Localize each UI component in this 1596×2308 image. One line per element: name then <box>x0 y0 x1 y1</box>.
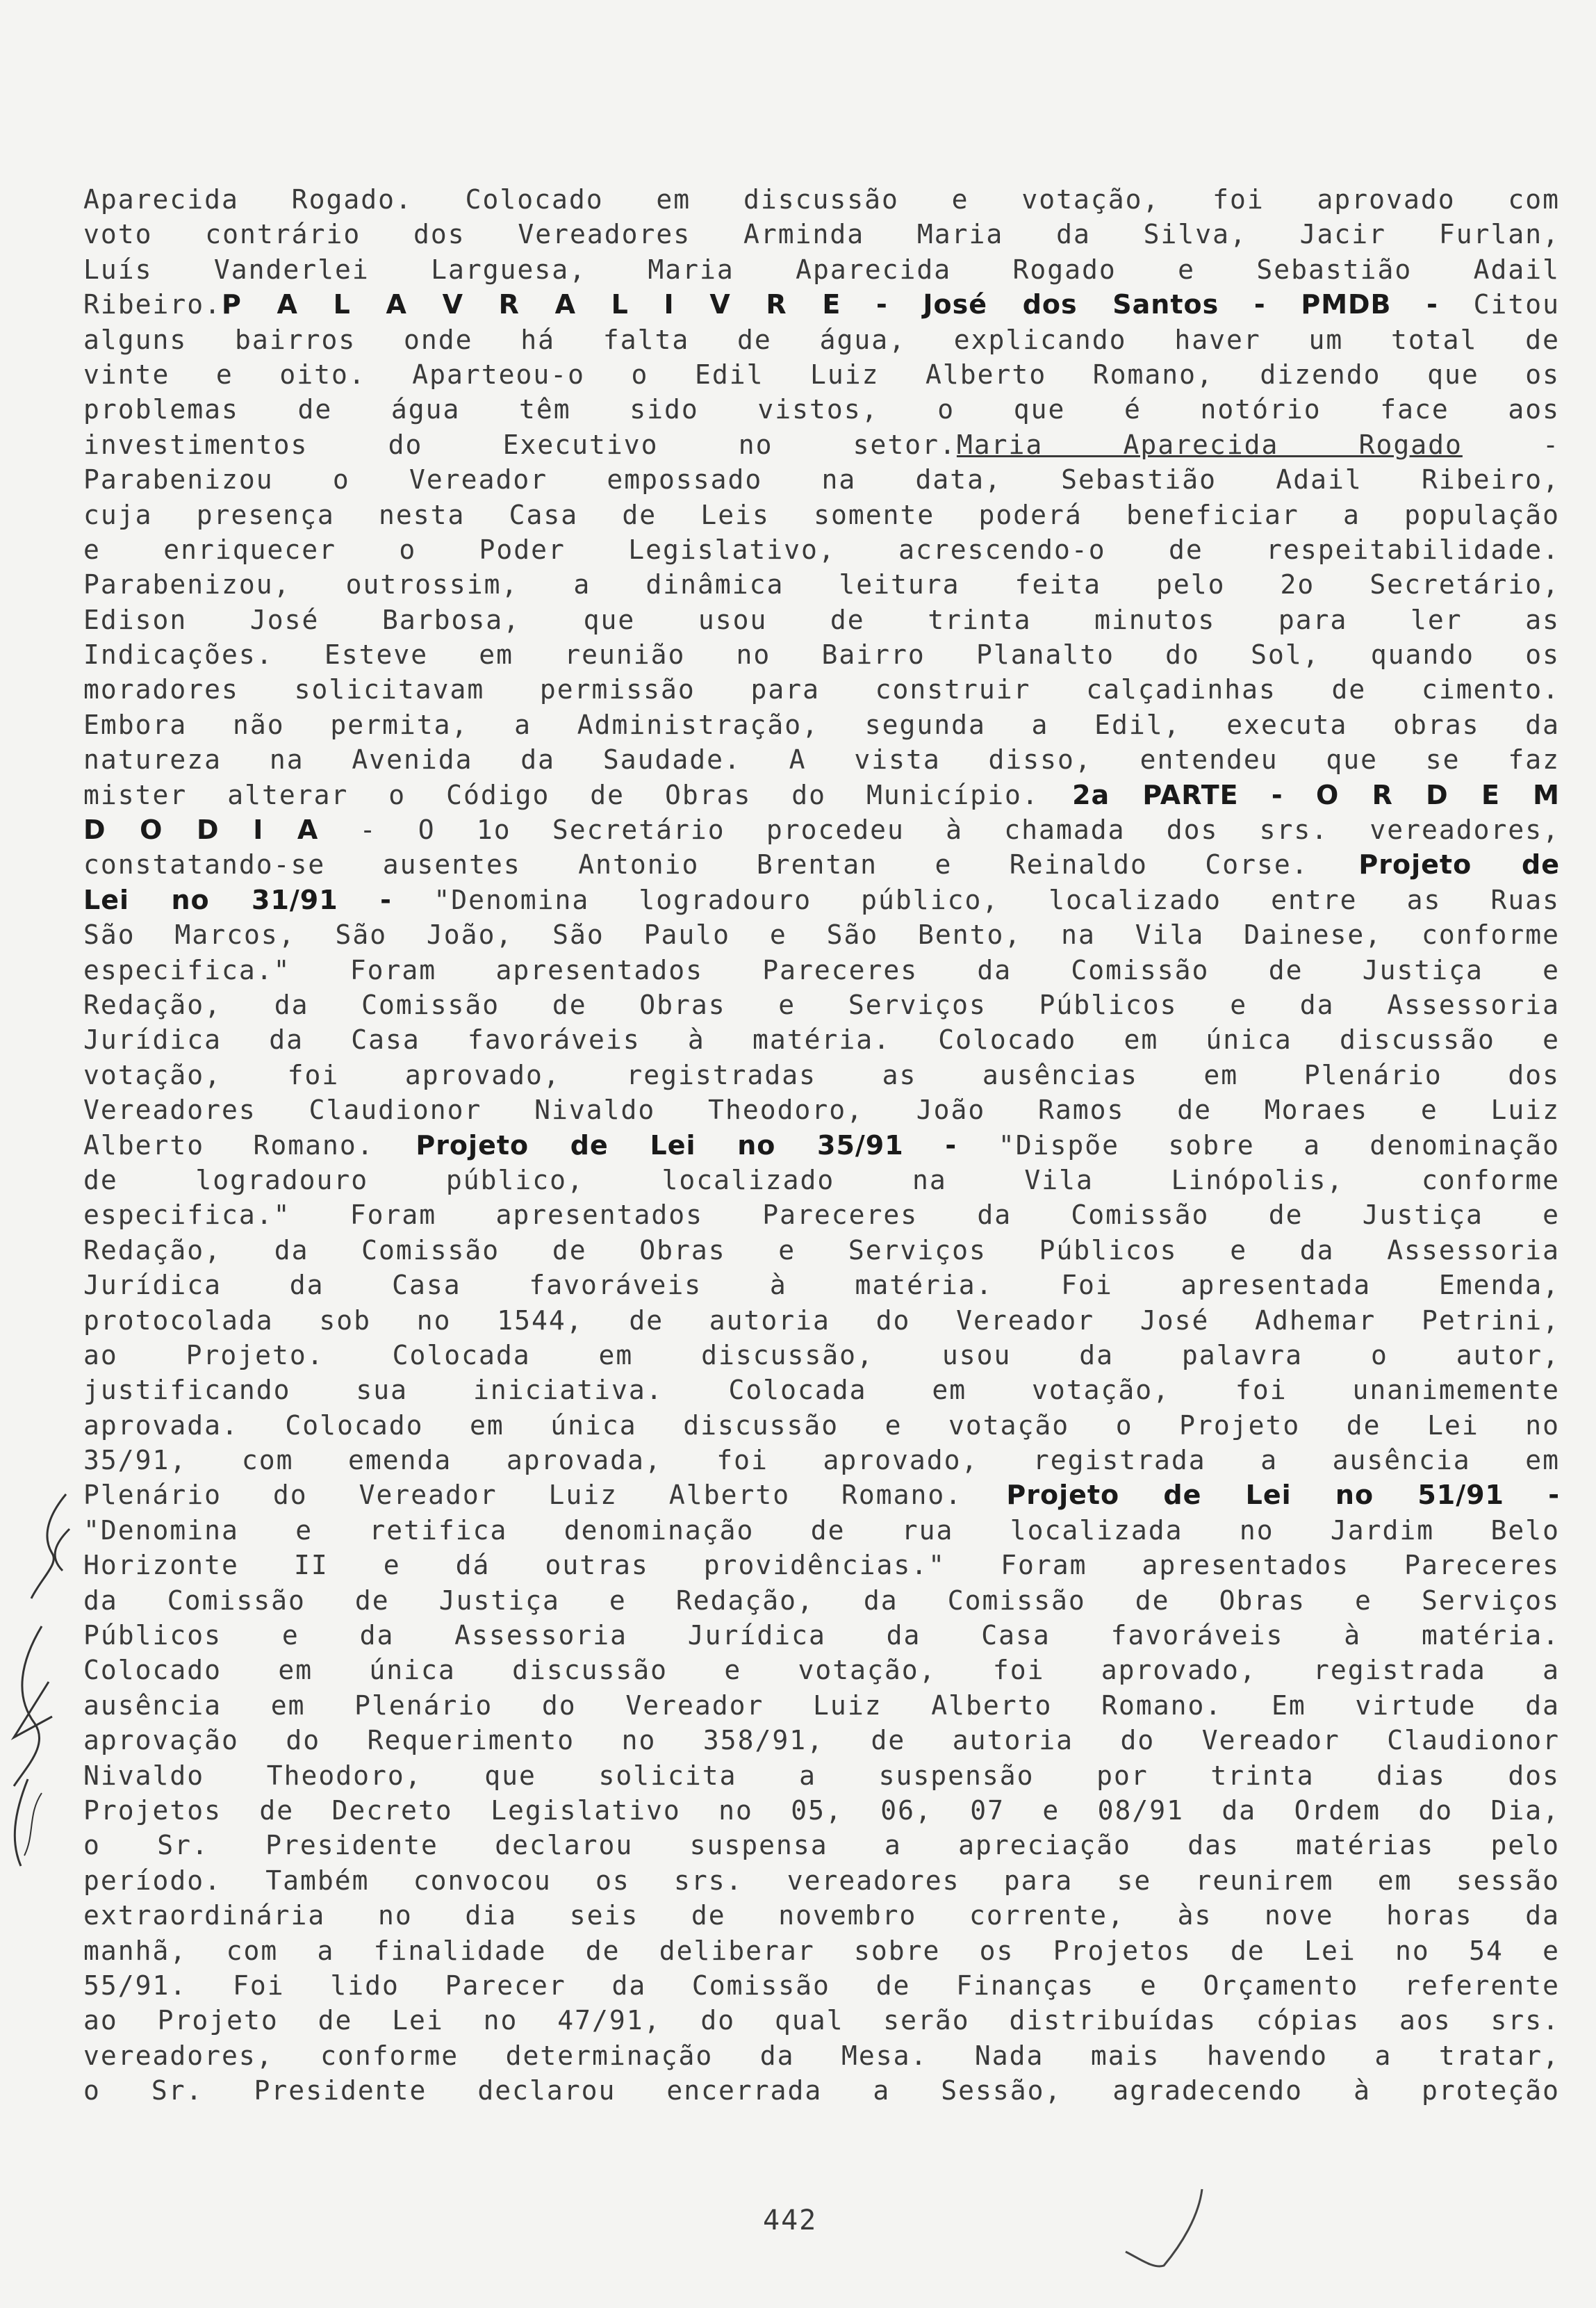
text-line <box>83 287 1560 322</box>
text-span: ao Projeto. Colocada em discussão, usou da palavra o autor, <box>83 1339 1560 1370</box>
text-line <box>83 1058 1560 1092</box>
text-line <box>83 1303 1560 1338</box>
text-span: justificando sua iniciativa. Colocada em votação, foi unanimemente <box>83 1375 1560 1406</box>
text-span: Jurídica da Casa favoráveis à matéria. Foi apresentada Emenda, <box>83 1270 1560 1301</box>
text-line <box>83 1723 1560 1758</box>
text-span: mister alterar o Código de Obras do Município. <box>83 779 1039 810</box>
text-span: Luís Vanderlei Larguesa, Maria Aparecida Rogado e Sebastião Adail <box>83 254 1560 285</box>
text-span: "Denomina logradouro público, localizado entre as Ruas <box>434 884 1560 915</box>
text-line <box>83 357 1560 392</box>
text-line <box>83 603 1560 637</box>
text-span: 55/91. Foi lido Parecer da Comissão de Finanças e Orçamento referente <box>83 1970 1560 2001</box>
text-span: natureza na Avenida da Saudade. A vista disso, entendeu que se faz <box>83 744 1560 776</box>
text-span: - O 1o Secretário procedeu à chamada dos srs. vereadores, <box>318 815 1561 846</box>
text-line <box>83 392 1560 427</box>
bold-phrase: Projeto de Lei no 35/91 - <box>374 1129 998 1161</box>
text-span: Parabenizou o Vereador empossado na data, Sebastião Adail Ribeiro, <box>83 464 1560 496</box>
text-span: aprovada. Colocado em única discussão e votação o Projeto de Lei no <box>83 1409 1560 1441</box>
minutes-text <box>83 182 1560 2108</box>
text-line <box>83 217 1560 252</box>
text-line <box>83 1443 1560 1478</box>
text-span: constatando-se ausentes Antonio Brentan e Reinaldo Corse. <box>83 849 1309 881</box>
text-span: Nivaldo Theodoro, que solicita a suspensão por trinta dias dos <box>83 1760 1560 1791</box>
text-line <box>83 637 1560 672</box>
text-span: 35/91, com emenda aprovada, foi aprovado, registrada a ausência em <box>83 1445 1560 1476</box>
text-line <box>83 1478 1560 1512</box>
bold-phrase: - José dos Santos - PMDB - <box>841 289 1474 320</box>
text-span: "Denomina e retifica denominação de rua localizada no Jardim Belo <box>83 1514 1560 1546</box>
handwritten-tick-icon <box>1112 2168 1223 2273</box>
text-line <box>83 1968 1560 2003</box>
text-line <box>83 2038 1560 2073</box>
text-line <box>83 1933 1560 1968</box>
text-line <box>83 988 1560 1022</box>
text-line <box>83 1022 1560 1057</box>
bold-phrase: Lei no 31/91 - <box>83 884 434 915</box>
text-line <box>83 1548 1560 1582</box>
text-span: o Sr. Presidente declarou suspensa a apreciação das matérias pelo <box>83 1830 1560 1861</box>
text-span: Ribeiro. <box>83 289 222 320</box>
text-line <box>83 1092 1560 1127</box>
text-line <box>83 917 1560 952</box>
text-line <box>83 672 1560 707</box>
text-span: votação, foi aprovado, registradas as ausências em Plenário dos <box>83 1059 1560 1090</box>
text-line <box>83 1618 1560 1653</box>
text-line <box>83 1583 1560 1618</box>
text-span: Vereadores Claudionor Nivaldo Theodoro, João Ramos de Moraes e Luiz <box>83 1095 1560 1126</box>
text-line <box>83 1373 1560 1407</box>
text-line <box>83 2003 1560 2038</box>
text-span: aprovação do Requerimento no 358/91, de autoria do Vereador Claudionor <box>83 1725 1560 1756</box>
text-span: São Marcos, São João, São Paulo e São Bento, na Vila Dainese, conforme <box>83 919 1560 951</box>
text-span: voto contrário dos Vereadores Arminda Maria da Silva, Jacir Furlan, <box>83 219 1560 250</box>
text-span: moradores solicitavam permissão para construir calçadinhas de cimento. <box>83 674 1560 705</box>
text-line <box>83 567 1560 602</box>
text-line <box>83 462 1560 497</box>
text-span: problemas de água têm sido vistos, o que é notório face aos <box>83 394 1560 425</box>
text-span: Plenário do Vereador Luiz Alberto Romano. <box>83 1480 963 1511</box>
text-span: especifica." Foram apresentados Pareceres da Comissão de Justiça e <box>83 954 1560 985</box>
text-line <box>83 953 1560 988</box>
text-line <box>83 1863 1560 1898</box>
text-span: vinte e oito. Aparteou-o o Edil Luiz Alberto Romano, dizendo que os <box>83 359 1560 390</box>
text-span: da Comissão de Justiça e Redação, da Comissão de Obras e Serviços <box>83 1585 1560 1616</box>
text-line <box>83 883 1560 917</box>
text-line <box>83 707 1560 742</box>
handwritten-signature-icon <box>0 1487 90 1876</box>
text-line <box>83 1408 1560 1443</box>
text-span: Redação, da Comissão de Obras e Serviços Públicos e da Assessoria <box>83 1234 1560 1266</box>
text-span: Aparecida Rogado. Colocado em discussão e votação, foi aprovado com <box>83 184 1560 215</box>
text-line <box>83 2073 1560 2108</box>
text-span: protocolada sob no 1544, de autoria do Vereador José Adhemar Petrini, <box>83 1304 1560 1336</box>
text-line <box>83 1163 1560 1197</box>
text-span: ao Projeto de Lei no 47/91, do qual serão distribuídas cópias aos srs. <box>83 2005 1560 2036</box>
text-line <box>83 322 1560 357</box>
text-span: Parabenizou, outrossim, a dinâmica leitura feita pelo 2o Secretário, <box>83 569 1560 600</box>
text-line <box>83 847 1560 882</box>
text-span: Horizonte II e dá outras providências." Foram apresentados Pareceres <box>83 1550 1560 1581</box>
text-span: Embora não permita, a Administração, segunda a Edil, executa obras da <box>83 709 1560 740</box>
bold-phrase: Projeto de <box>1308 849 1560 881</box>
text-span: manhã, com a finalidade de deliberar sobre os Projetos de Lei no 54 e <box>83 1935 1560 1966</box>
text-line <box>83 182 1560 217</box>
page-number: 442 <box>763 2204 818 2236</box>
text-span: extraordinária no dia seis de novembro corrente, às nove horas da <box>83 1900 1560 1931</box>
text-span: "Dispõe sobre a denominação <box>998 1129 1560 1161</box>
text-line <box>83 1128 1560 1163</box>
underlined-name: Maria Aparecida Rogado <box>956 429 1463 460</box>
text-span: Edison José Barbosa, que usou de trinta minutos para ler as <box>83 604 1560 635</box>
text-span: Projetos de Decreto Legislativo no 05, 06, 07 e 08/91 da Ordem do Dia, <box>83 1794 1560 1826</box>
text-span: de logradouro público, localizado na Vila Linópolis, conforme <box>83 1164 1560 1195</box>
bold-phrase: P A L A V R A L I V R E <box>222 289 841 320</box>
text-span: Públicos e da Assessoria Jurídica da Casa favoráveis à matéria. <box>83 1620 1560 1651</box>
text-span: especifica." Foram apresentados Pareceres da Comissão de Justiça e <box>83 1200 1560 1231</box>
text-line <box>83 778 1560 812</box>
text-span: Indicações. Esteve em reunião no Bairro Planalto do Sol, quando os <box>83 639 1560 671</box>
text-line <box>83 1898 1560 1933</box>
text-span: o Sr. Presidente declarou encerrada a Sessão, agradecendo à proteção <box>83 2075 1560 2106</box>
bold-phrase: D O D I A <box>83 815 319 846</box>
text-span: e enriquecer o Poder Legislativo, acrescendo-o de respeitabilidade. <box>83 534 1560 565</box>
text-span: - <box>1462 429 1560 460</box>
text-line <box>83 1233 1560 1268</box>
text-line <box>83 427 1560 462</box>
text-span: Jurídica da Casa favoráveis à matéria. Colocado em única discussão e <box>83 1024 1560 1056</box>
text-line <box>83 1338 1560 1373</box>
bold-phrase: 2a PARTE - O R D E M <box>1039 779 1560 810</box>
text-line <box>83 1653 1560 1687</box>
text-line <box>83 812 1560 847</box>
text-span: vereadores, conforme determinação da Mesa. Nada mais havendo a tratar, <box>83 2040 1560 2071</box>
text-line <box>83 1197 1560 1232</box>
text-line <box>83 1793 1560 1828</box>
text-span: período. Também convocou os srs. vereadores para se reunirem em sessão <box>83 1865 1560 1896</box>
text-span: ausência em Plenário do Vereador Luiz Alberto Romano. Em virtude da <box>83 1689 1560 1721</box>
text-line <box>83 498 1560 532</box>
text-span: Citou <box>1473 289 1561 320</box>
text-line <box>83 252 1560 287</box>
text-span: cuja presença nesta Casa de Leis somente poderá beneficiar a população <box>83 499 1560 530</box>
text-line <box>83 1268 1560 1302</box>
text-line <box>83 1688 1560 1723</box>
text-line <box>83 532 1560 567</box>
text-span: investimentos do Executivo no setor. <box>83 429 957 460</box>
text-line <box>83 1513 1560 1548</box>
bold-phrase: Projeto de Lei no 51/91 - <box>962 1480 1561 1511</box>
text-line <box>83 1828 1560 1863</box>
text-line <box>83 742 1560 777</box>
text-span: alguns bairros onde há falta de água, explicando haver um total de <box>83 324 1560 355</box>
text-span: Redação, da Comissão de Obras e Serviços Públicos e da Assessoria <box>83 989 1560 1020</box>
text-span: Alberto Romano. <box>83 1129 375 1161</box>
text-line <box>83 1758 1560 1793</box>
text-span: Colocado em única discussão e votação, foi aprovado, registrada a <box>83 1655 1560 1686</box>
